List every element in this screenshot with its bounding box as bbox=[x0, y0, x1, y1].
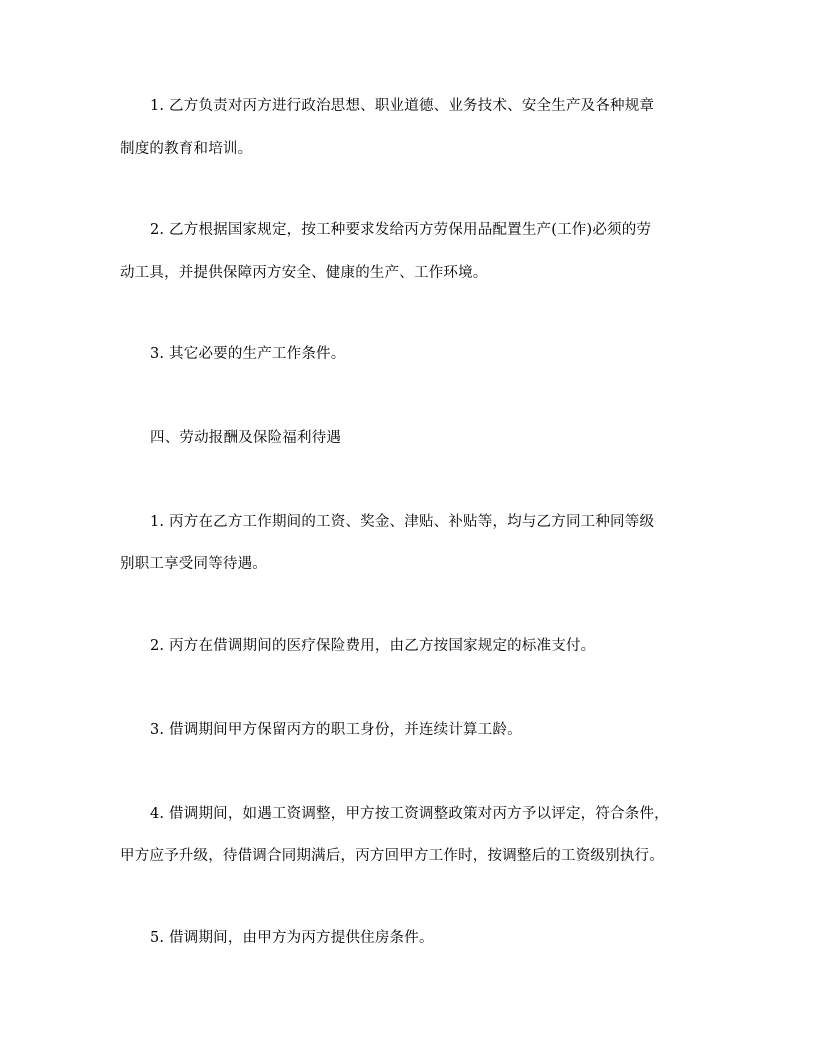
paragraph-7-line-2: 甲方应予升级，待借调合同期满后，丙方回甲方工作时，按调整后的工资级别执行。 bbox=[120, 848, 664, 864]
paragraph-5-line-1: 2. 丙方在借调期间的医疗保险费用，由乙方按国家规定的标准支付。 bbox=[150, 638, 596, 654]
paragraph-2-line-1: 2. 乙方根据国家规定，按工种要求发给丙方劳保用品配置生产(工作)必须的劳 bbox=[150, 222, 652, 238]
section-heading-4: 四、劳动报酬及保险福利待遇 bbox=[150, 430, 342, 446]
paragraph-8-line-1: 5. 借调期间，由甲方为丙方提供住房条件。 bbox=[150, 930, 434, 946]
paragraph-1-line-2: 制度的教育和培训。 bbox=[120, 141, 253, 157]
paragraph-3-line-1: 3. 其它必要的生产工作条件。 bbox=[150, 346, 346, 362]
paragraph-4-line-1: 1. 丙方在乙方工作期间的工资、奖金、津贴、补贴等，均与乙方同工种同等级 bbox=[150, 514, 655, 530]
paragraph-6-line-1: 3. 借调期间甲方保留丙方的职工身份，并连续计算工龄。 bbox=[150, 722, 522, 738]
paragraph-7-line-1: 4. 借调期间，如遇工资调整，甲方按工资调整政策对丙方予以评定，符合条件， bbox=[150, 806, 669, 822]
paragraph-4-line-2: 别职工享受同等待遇。 bbox=[120, 556, 267, 572]
paragraph-1-line-1: 1. 乙方负责对丙方进行政治思想、职业道德、业务技术、安全生产及各种规章 bbox=[150, 98, 655, 114]
paragraph-2-line-2: 动工具，并提供保障丙方安全、健康的生产、工作环境。 bbox=[120, 265, 488, 281]
